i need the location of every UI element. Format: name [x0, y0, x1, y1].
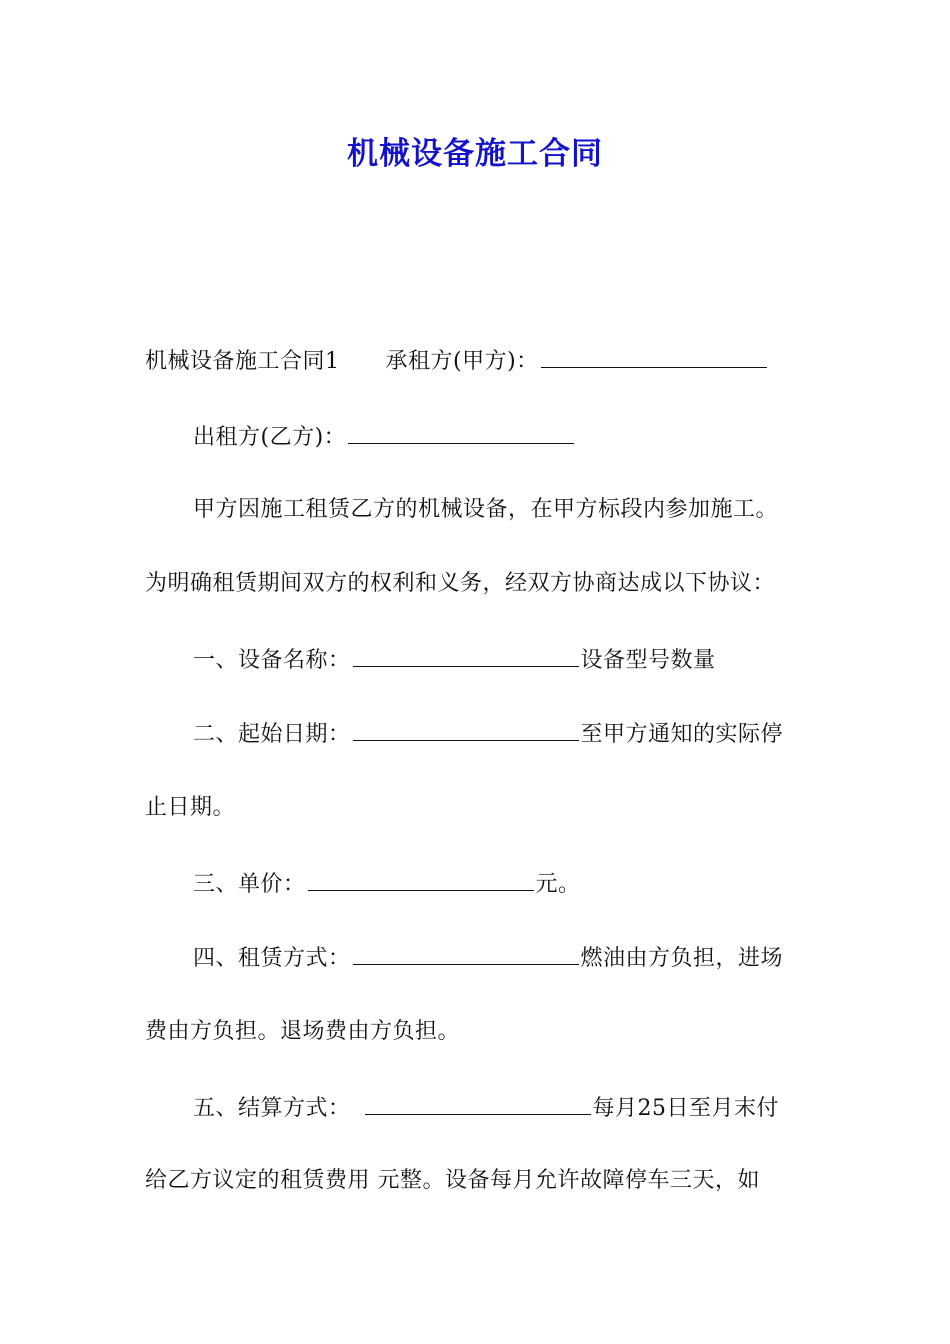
lease-method-blank: [353, 942, 579, 965]
equipment-model-text: 设备型号数量: [580, 648, 716, 673]
lessor-blank: [348, 421, 574, 444]
lessee-label: 承租方(甲方)：: [385, 349, 539, 374]
document-title: 机械设备施工合同: [347, 136, 603, 172]
settlement-blank: [365, 1092, 591, 1115]
start-date-label: 二、起始日期：: [193, 722, 351, 747]
unit-price-label: 三、单价：: [193, 872, 306, 897]
paragraph-line: [145, 569, 775, 599]
lessor-line: [193, 421, 576, 453]
unit-price-unit: 元。: [535, 872, 581, 897]
lease-method-label: 四、租赁方式：: [193, 946, 351, 971]
paragraph-line: [145, 1166, 760, 1196]
settlement-detail-text: 给乙方议定的租赁费用 元整。设备每月允许故障停车三天，如: [145, 1168, 760, 1193]
paragraph-line: [145, 1017, 460, 1047]
clause-settlement: [193, 1092, 779, 1124]
lease-method-text: 燃油由方负担，进场: [580, 946, 784, 971]
settlement-text: 每月25日至月末付: [592, 1096, 780, 1121]
fees-text: 费由方负担。退场费由方负担。: [145, 1019, 461, 1044]
intro-text-2: 为明确租赁期间双方的权利和义务，经双方协商达成以下协议：: [145, 571, 776, 596]
stop-date-text: 止日期。: [145, 795, 236, 820]
start-date-blank: [353, 718, 579, 741]
intro-text-1: 甲方因施工租赁乙方的机械设备，在甲方标段内参加施工。: [193, 497, 779, 522]
unit-price-blank: [308, 868, 534, 891]
paragraph-line: [193, 495, 778, 525]
paragraph-line: [145, 793, 235, 823]
contract-subtitle: 机械设备施工合同1: [145, 349, 340, 374]
equipment-name-blank: [353, 644, 579, 667]
settlement-label: 五、结算方式：: [193, 1096, 351, 1121]
contract-heading-line: [145, 345, 769, 377]
clause-start-date: [193, 718, 783, 750]
lessor-label: 出租方(乙方)：: [193, 425, 347, 450]
clause-lease-method: [193, 942, 783, 974]
start-date-text: 至甲方通知的实际停: [580, 722, 784, 747]
equipment-name-label: 一、设备名称：: [193, 648, 351, 673]
lessee-blank: [541, 345, 767, 368]
clause-unit-price: [193, 868, 581, 900]
clause-equipment-name: [193, 644, 716, 676]
